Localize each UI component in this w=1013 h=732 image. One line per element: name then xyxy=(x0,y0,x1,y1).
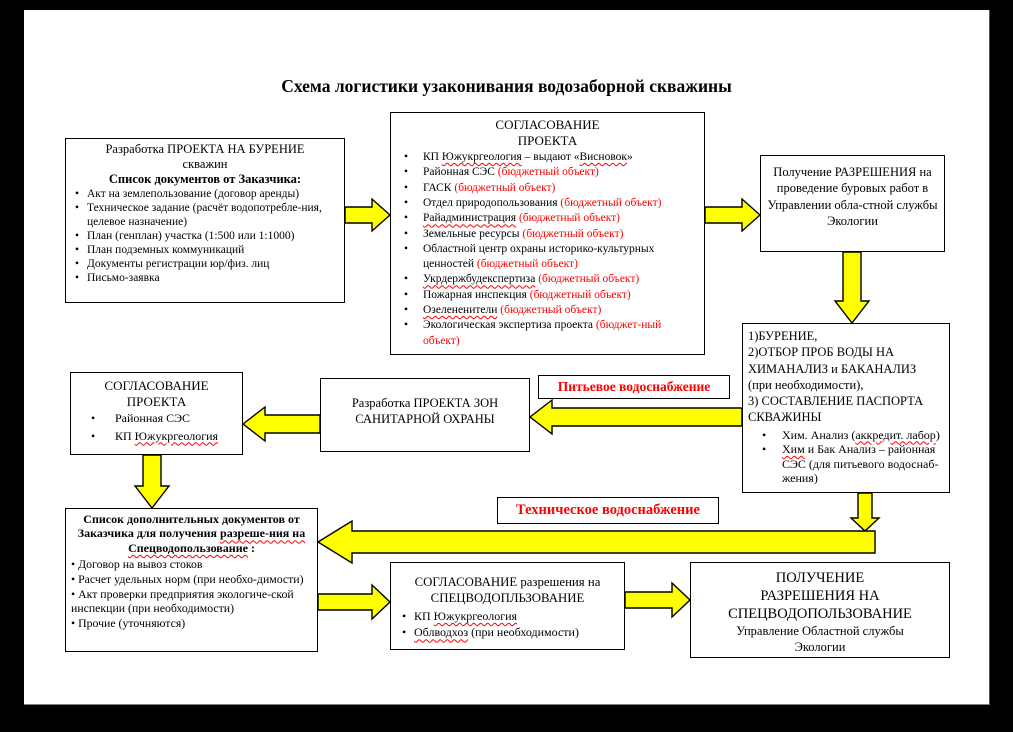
box-develop-project xyxy=(65,138,345,303)
list-item: • Райадминистрация (бюджетный объект) xyxy=(395,211,700,226)
special-approval-title-line2: СПЕЦВОДОПЛЬЗОВАНИЕ xyxy=(430,590,585,605)
diagram-page xyxy=(24,10,990,705)
drilling-step-2: 2)ОТБОР ПРОБ ВОДЫ НА ХИМАНАЛИЗ и БАКАНАЛИЗ xyxy=(748,345,917,376)
special-permission-line3: СПЕЦВОДОПОЛЬЗОВАНИЕ xyxy=(728,606,912,623)
list-item: • Районная СЭС (бюджетный объект) xyxy=(395,165,700,180)
list-item: • Хим. Анализ (аккредит. лабор) xyxy=(748,428,944,443)
special-permission-line4: Управление Областной службы xyxy=(736,624,904,639)
drilling-list xyxy=(748,428,944,487)
box-project-approval-second xyxy=(70,372,243,455)
special-approval-list xyxy=(396,608,619,640)
box-drilling-permission xyxy=(760,155,945,252)
additional-docs-heading: Список дополнительных документов от Заказчика для получения разреше-ния на Спецводопользование : xyxy=(77,512,306,555)
diagram-title: Схема логистики узаконивания водозаборной скважины xyxy=(281,76,732,96)
arrow-drilling-to-sanitary xyxy=(530,400,742,434)
list-item: • КП Южукргеология xyxy=(396,608,619,624)
list-item: • Документы регистрации юр/физ. лиц xyxy=(70,257,340,271)
list-item: • Техническое задание (расчёт водопотребле-ния, целевое назначение) xyxy=(70,201,340,229)
list-item: • Укрдержбудекспертиза (бюджетный объект) xyxy=(395,272,700,287)
list-item: • План подземных коммуникаций xyxy=(70,243,340,257)
box-develop-title-line1: Разработка ПРОЕКТА НА БУРЕНИЕ xyxy=(105,142,305,156)
drilling-step-3: 3) СОСТАВЛЕНИЕ ПАСПОРТА СКВАЖИНЫ xyxy=(748,394,924,425)
box-approval-list xyxy=(395,150,700,349)
arrow-additional-to-approval-special xyxy=(318,585,390,619)
list-item: • Озелененители (бюджетный объект) xyxy=(395,303,700,318)
arrow-approval-left-to-additional xyxy=(135,455,169,508)
arrow-approval-to-permission xyxy=(705,199,760,231)
list-item: • Облводхоз (при необходимости) xyxy=(396,624,619,640)
box-develop-title-line2: скважин xyxy=(182,156,228,171)
box-develop-list xyxy=(70,187,340,285)
list-item: • План (генплан) участка (1:500 или 1:1000) xyxy=(70,229,340,243)
list-item: • Областной центр охраны историко-культурных ценностей (бюджетный объект) xyxy=(395,242,700,273)
box-drilling-steps xyxy=(742,323,950,493)
box-approval2-title-line1: СОГЛАСОВАНИЕ xyxy=(104,378,209,393)
special-permission-line5: Экологии xyxy=(794,640,846,655)
arrow-sanitary-to-approval-left xyxy=(243,407,320,441)
arrow-technical-to-additional xyxy=(318,521,875,563)
list-item: • Акт на землепользование (договор аренды) xyxy=(70,187,340,201)
list-item: • Пожарная инспекция (бюджетный объект) xyxy=(395,288,700,303)
arrow-permission-to-drilling xyxy=(835,252,869,323)
list-item: • Прочие (уточняются) xyxy=(71,616,312,631)
box-approval-title-line2: ПРОЕКТА xyxy=(517,132,578,148)
box-special-water-use-approval xyxy=(390,562,625,650)
box-approval2-list xyxy=(75,410,238,445)
list-item: • Районная СЭС xyxy=(75,410,238,427)
box-project-approval-main xyxy=(390,112,705,355)
list-item: • Экологическая экспертиза проекта (бюджет-ный объект) xyxy=(395,318,700,349)
drilling-step-1: 1)БУРЕНИЕ, xyxy=(748,329,818,343)
list-item: • Земельные ресурсы (бюджетный объект) xyxy=(395,227,700,242)
drilling-step-2b: (при необходимости), xyxy=(748,377,864,392)
list-item: • Хим и Бак Анализ – районная СЭС (для питьевого водоснаб-жения) xyxy=(748,442,944,486)
arrow-develop-to-approval xyxy=(345,199,390,231)
special-permission-line1: ПОЛУЧЕНИЕ xyxy=(775,570,865,586)
box-develop-subtitle: Список документов от Заказчика: xyxy=(108,171,302,186)
additional-docs-list xyxy=(71,557,312,631)
list-item: • Договор на вывоз стоков xyxy=(71,557,312,572)
list-item: • КП Южукргеология xyxy=(75,428,238,445)
box-sanitary-zones-project xyxy=(320,378,530,452)
list-item: • КП Южукргеология – выдают «Висновок» xyxy=(395,150,700,165)
box-special-water-use-permission xyxy=(690,562,950,658)
list-item: • Письмо-заявка xyxy=(70,271,340,285)
sanitary-line1: Разработка ПРОЕКТА ЗОН xyxy=(351,396,499,410)
label-technical-water-supply: Техническое водоснабжение xyxy=(497,497,719,524)
label-drinking-water-supply: Питьевое водоснабжение xyxy=(538,375,730,399)
special-permission-line2: РАЗРЕШЕНИЯ НА xyxy=(760,588,880,605)
list-item: • Акт проверки предприятия экологиче-ской инспекции (при необходимости) xyxy=(71,587,312,616)
list-item: • Расчет удельных норм (при необхо-димости) xyxy=(71,572,312,587)
box-additional-documents xyxy=(65,508,318,652)
list-item: • ГАСК (бюджетный объект) xyxy=(395,181,700,196)
arrow-drilling-to-technical-line xyxy=(851,493,879,531)
box-drilling-permission-text: Получение РАЗРЕШЕНИЯ на проведение буровых работ в Управлении обла-стной службы Экологии xyxy=(767,165,938,228)
special-approval-title-line1: СОГЛАСОВАНИЕ разрешения на xyxy=(414,575,601,589)
sanitary-line2: САНИТАРНОЙ ОХРАНЫ xyxy=(355,411,495,426)
list-item: • Отдел природопользования (бюджетный объект) xyxy=(395,196,700,211)
arrow-approval-special-to-permission-special xyxy=(625,583,690,617)
box-approval-title-line1: СОГЛАСОВАНИЕ xyxy=(495,117,600,132)
box-approval2-title-line2: ПРОЕКТА xyxy=(126,393,187,409)
